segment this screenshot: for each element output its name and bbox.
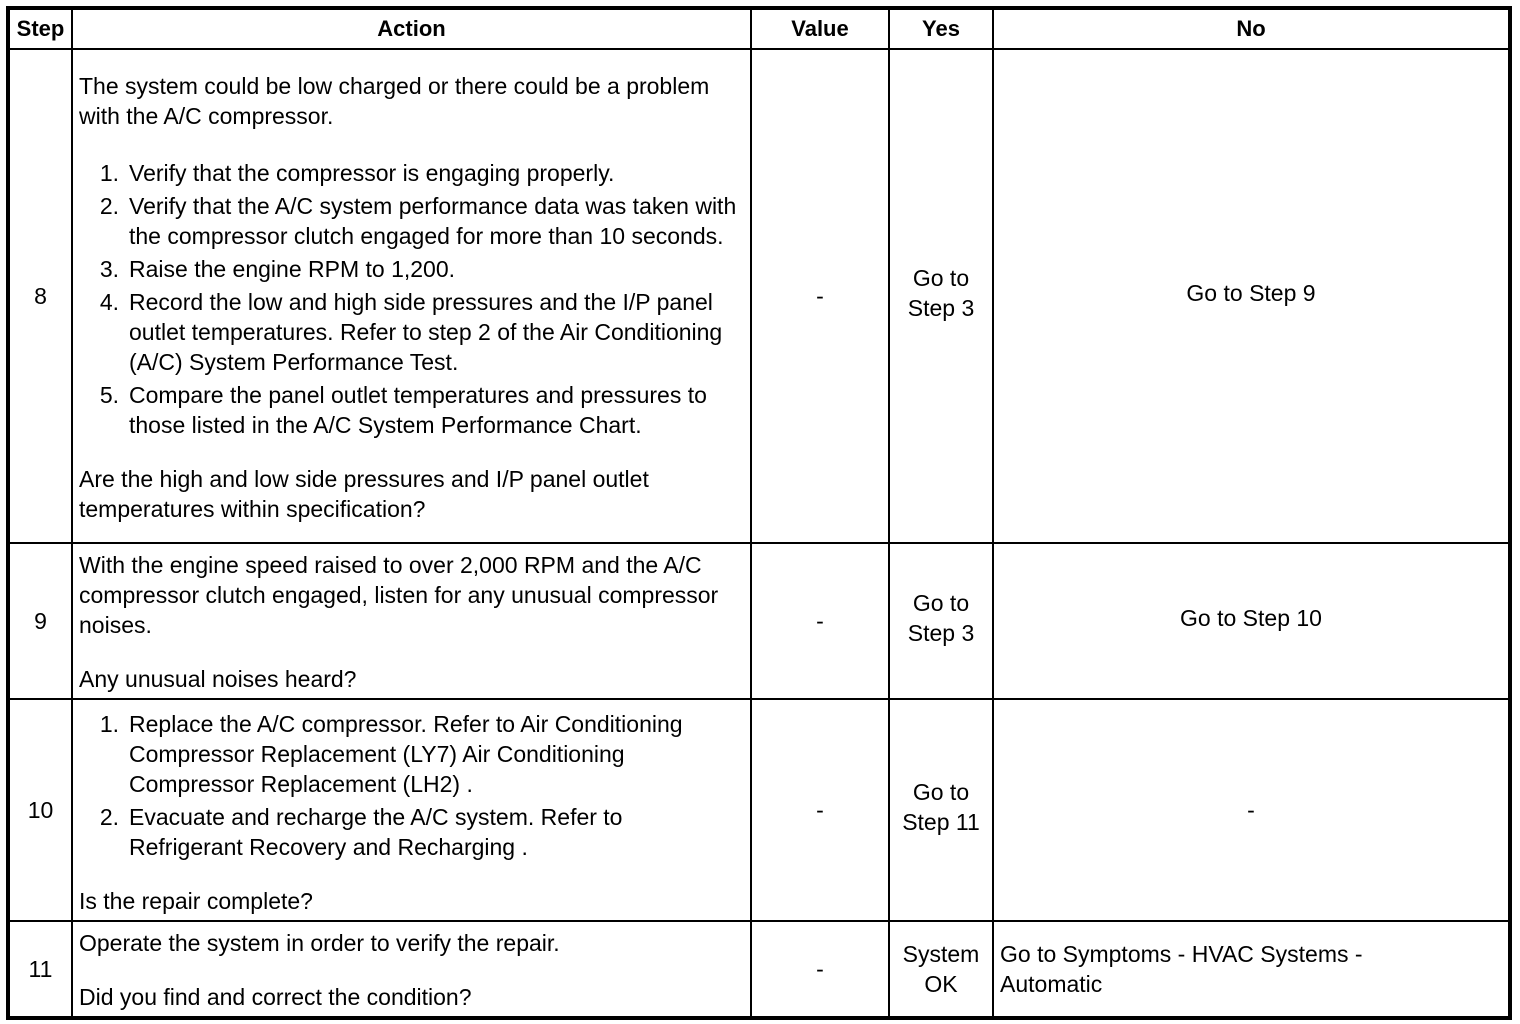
header-action: Action [72, 8, 751, 49]
no-cell: - [993, 699, 1510, 921]
list-item: 1. Replace the A/C compressor. Refer to Air Conditioning Compressor Replacement (LY7) Air Conditioning Compressor Replacement (LH2) . [99, 711, 683, 797]
list-item: 5. Compare the panel outlet temperatures and pressures to those listed in the A/C System Performance Chart. [99, 381, 707, 438]
table-row [8, 49, 1510, 543]
list-item: 3. Raise the engine RPM to 1,200. [99, 255, 456, 282]
value-cell: - [751, 543, 889, 699]
yes-cell: Go to Step 3 [889, 543, 993, 699]
diagnostic-table [6, 6, 1512, 1020]
step-number: 9 [8, 543, 72, 699]
yes-cell: Go to Step 11 [889, 699, 993, 921]
action-intro: With the engine speed raised to over 2,000 RPM and the A/C compressor clutch engaged, listen for any unusual compressor noises. [79, 552, 719, 638]
header-row [8, 8, 1510, 49]
action-question: Are the high and low side pressures and I/P panel outlet temperatures within specification? [79, 465, 649, 522]
step-number: 10 [8, 699, 72, 921]
value-cell: - [751, 49, 889, 543]
list-item: 4. Record the low and high side pressures and the I/P panel outlet temperatures. Refer to step 2 of the Air Conditioning (A/C) System Performance Test. [99, 288, 723, 375]
list-item: 2. Verify that the A/C system performance data was taken with the compressor clutch engaged for more than 10 seconds. [99, 192, 737, 249]
step-number: 11 [8, 921, 72, 1018]
header-yes: Yes [889, 8, 993, 49]
yes-cell: System OK [889, 921, 993, 1018]
list-item: 2. Evacuate and recharge the A/C system. Refer to Refrigerant Recovery and Recharging . [99, 804, 623, 860]
list-item: 1. Verify that the compressor is engaging properly. [99, 159, 615, 186]
header-value: Value [751, 8, 889, 49]
value-cell: - [751, 699, 889, 921]
table-row [8, 543, 1510, 699]
table-row [8, 921, 1510, 1018]
action-steps [79, 709, 742, 862]
action-cell [72, 699, 751, 921]
value-cell: - [751, 921, 889, 1018]
action-intro: Operate the system in order to verify the repair. [79, 930, 560, 956]
no-cell: Go to Symptoms - HVAC Systems - Automatic [993, 921, 1510, 1018]
action-cell [72, 543, 751, 699]
header-step: Step [8, 8, 72, 49]
action-intro: The system could be low charged or there could be a problem with the A/C compressor. [79, 72, 710, 129]
action-question: Any unusual noises heard? [79, 666, 357, 692]
no-cell: Go to Step 10 [993, 543, 1510, 699]
yes-cell: Go to Step 3 [889, 49, 993, 543]
no-cell: Go to Step 9 [993, 49, 1510, 543]
action-steps [79, 158, 742, 440]
header-no: No [993, 8, 1510, 49]
action-question: Did you find and correct the condition? [79, 984, 472, 1010]
step-number: 8 [8, 49, 72, 543]
action-cell [72, 49, 751, 543]
action-question: Is the repair complete? [79, 888, 313, 914]
table-row [8, 699, 1510, 921]
action-cell [72, 921, 751, 1018]
